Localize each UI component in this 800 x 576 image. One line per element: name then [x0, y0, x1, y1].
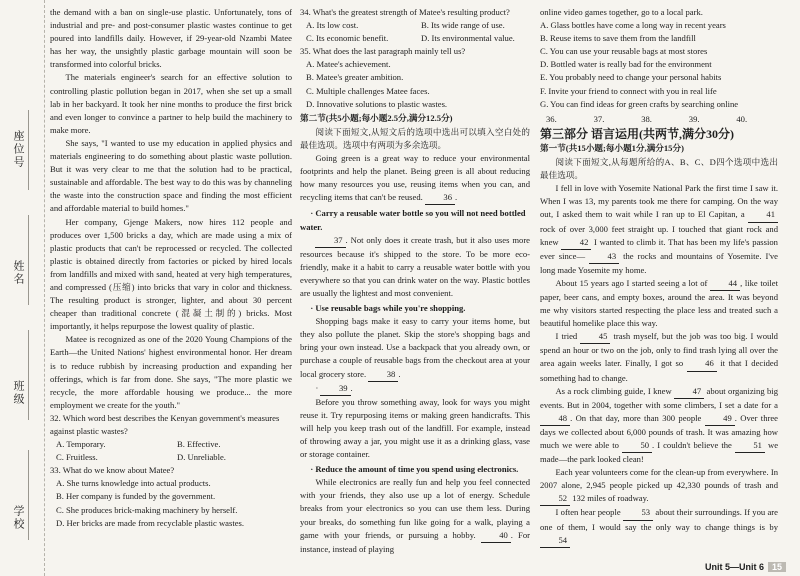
paragraph: [540, 182, 778, 277]
option: G. You can find ideas for green crafts by searching online: [540, 98, 739, 109]
text: 132 miles of roadway.: [572, 493, 649, 504]
margin-line: [28, 110, 29, 190]
option: F. Invite your friend to connect with you in real life: [540, 85, 717, 96]
tip-heading: · Use reusable bags while you're shopping.: [310, 303, 466, 314]
section-1-heading: 第一节(共15小题;每小题1分,满分15分): [540, 142, 684, 153]
paragraph: 37 . Not only does it create trash, but it also uses more resources because it's shipped to the store. To be more eco-friendly, make it a habit to carry a reusable water bottle with you everywhere so that you can drink water on the way. Plastic bottles are usually the lightest and most convenient.: [300, 234, 530, 298]
text: Going green is a great way to reduce your environmental footprints and help the planet. Being green is all about reducing how many resources you use, reusing items when you can, and recycling items that can't be reused.: [300, 153, 530, 203]
instructions: 阅读下面短文,从短文后的选项中选出可以填入空白处的最佳选项。选项中有两项为多余选项。: [300, 126, 530, 150]
q32-options-row: [50, 438, 292, 451]
blank-46: 46: [687, 357, 717, 371]
text: trash myself, but the job was too big. I would spend an hour or two on the job, only to find trash lying all over the area again weeks later. Finally, I got so: [540, 331, 778, 369]
tip-heading: · Reduce the amount of time you spend using electronics.: [310, 464, 519, 475]
option: C. She produces brick-making machinery by herself.: [56, 504, 238, 515]
blank-38: 38: [368, 368, 398, 382]
blank-41: 41: [748, 208, 778, 222]
paragraph: [540, 330, 778, 384]
blank-43: 43: [589, 250, 619, 264]
blank-47: 47: [674, 385, 704, 399]
question-32: 32. Which word best describes the Kenyan government's measures against plastic wastes?: [50, 412, 280, 436]
paragraph: the demand with a ban on single-use plastic. Unfortunately, tons of industrial and pre- and post-consumer plastic wastes continue to get poured into landfills daily. However, if 29-year-old Nzambi Matee has her way, the unsightly plastic garbage mountain will soon be transformed into colorful bricks.: [50, 7, 292, 70]
paragraph: [300, 476, 530, 554]
page-footer: [705, 562, 786, 572]
school-label: 学校: [12, 505, 24, 531]
option: C. Fruitless.: [56, 452, 98, 463]
margin-line: [28, 215, 29, 305]
name-label: 姓名: [12, 260, 24, 286]
paragraph: Going green is a great way to reduce your environmental footprints and help the planet. Being green is all about reducing how many resources you use, reusing items when you can, and recycling items that can't be reused. 36 .: [300, 152, 530, 205]
option: B. Effective.: [177, 439, 221, 450]
paragraph: Matee is recognized as one of the 2020 Young Champions of the Earth—the United Nations' highest environmental honor. Her dream is to reduce rubbish by increasing production and expanding her offerings, which is far from done. She says, "The more plastic we recycle, the more affordable housing we produce... the more employment we create for the youth.": [50, 334, 292, 410]
option: B. Her company is funded by the government.: [56, 491, 216, 502]
column-3: [540, 6, 778, 554]
blank-50: 50: [622, 439, 652, 453]
blank-42: 42: [561, 236, 591, 250]
blank-37: 37: [315, 234, 345, 248]
answer-blank[interactable]: 40.: [736, 113, 748, 124]
text: . On that day, more than 300 people: [570, 412, 702, 423]
blank-44: 44: [710, 277, 740, 291]
option: A. Its low cost.: [306, 20, 359, 31]
text: Each year volunteers come for the clean-up from everywhere. In 2007 alone, 2,945 people picked up 42,330 pounds of trash and: [540, 467, 778, 491]
option: B. Matee's greater ambition.: [306, 72, 404, 83]
column-1: [50, 6, 292, 554]
text: about organizing big events. But in 2004, together with some climbers, I set a date for a: [540, 385, 778, 410]
binding-margin: [0, 0, 45, 576]
blank-52: 52: [540, 492, 570, 506]
text: we made—the park looked clean!: [540, 440, 778, 465]
text: about their surroundings. If you are one of them, I would say the only way to change things is by: [540, 507, 778, 532]
q34-options-row: [300, 19, 530, 32]
text: I tried: [555, 331, 578, 342]
question-35: 35. What does the last paragraph mainly tell us?: [300, 46, 466, 57]
blank-39: 39: [320, 382, 350, 396]
question-33: 33. What do we know about Matee?: [50, 465, 175, 476]
blank-51: 51: [735, 439, 765, 453]
answer-blank[interactable]: 39.: [688, 113, 700, 124]
blank-54: 54: [540, 534, 570, 548]
page-number: 15: [768, 562, 786, 572]
paragraph: She says, "I wanted to use my education in applied physics and materials engineering to do something about plastic waste pollution. But it was very clear to me that the solution had to be practical, sustainable and affordable. The best way to do this was by channeling the waste into the construction space and finding the most efficient and affordable material to build homes.": [50, 137, 292, 214]
option: A. Temporary.: [56, 439, 106, 450]
text: the rocks and mountains of Yosemite. I've long made Yosemite my home.: [540, 250, 778, 275]
text: Shopping bags make it easy to carry your items home, but they also pollute the planet. Skip the store's shopping bags and bring your own instead. Use a backpack that you already own, or purchase a couple of reusable bags from the checkout area at your local grocery store.: [300, 316, 530, 379]
answer-blank[interactable]: 36.: [546, 113, 557, 124]
blank-53: 53: [623, 506, 653, 520]
answer-blank[interactable]: 38.: [641, 113, 652, 124]
seat-number-label: 座位号: [12, 130, 24, 169]
blank-45: 45: [580, 330, 610, 344]
option: D. Unreliable.: [177, 452, 226, 463]
answer-blanks: [540, 113, 778, 126]
option: E. You probably need to change your personal habits: [540, 72, 722, 83]
text: About 15 years ago I started seeing a lot of: [555, 277, 708, 288]
tip-heading: · Carry a reusable water bottle so you will not need bottled water.: [300, 208, 526, 232]
paragraph: Before you throw something away, look for ways you might reuse it. Try repurposing items or making green handicrafts. This will help you keep trash out of the landfill. For example, instead of throwing away a jar, you might use it as a drinking glass, vase or storage container.: [300, 396, 530, 460]
option: D. Bottled water is really bad for the environment: [540, 59, 712, 70]
text: I fell in love with Yosemite National Park the first time I saw it. When I was 13, my parents took me there for camping. On the way out, I asked them to wait while I ran up to El Capitan, a: [540, 183, 778, 220]
answer-blank[interactable]: 37.: [593, 113, 605, 124]
q34-options-row: [300, 32, 530, 45]
q32-options-row: [50, 451, 292, 464]
paragraph: Shopping bags make it easy to carry your items home, but they also pollute the planet. Skip the store's shopping bags and bring your own instead. Use a backpack that you already own, or purchase a couple of reusable bags from the checkout area at your local grocery store. 38 .: [300, 315, 530, 381]
paragraph: [540, 506, 778, 547]
blank-48: 48: [540, 412, 570, 426]
text: As a rock climbing guide, I knew: [555, 385, 672, 396]
paragraph: The materials engineer's search for an effective solution to controlling plastic pollution began in 2017, when she set up a small lab in her backyard. It took her nine months to produce the first brick and even longer to convince a partner to help build the machinery to make more.: [50, 72, 292, 135]
margin-line: [28, 330, 29, 420]
text: Not only does it create trash, but it also uses more resources because it's shipped to the store. To be more eco-friendly, make it a habit to carry a reusable water bottle with you everywhere so that you can drink water on the way. Plastic bottles are usually the lightest and most convenient.: [300, 234, 530, 298]
option: A. Glass bottles have come a long way in recent years: [540, 20, 726, 31]
option: B. Reuse items to save them from the landfill: [540, 33, 696, 44]
text: . For instance, instead of playing: [300, 529, 530, 554]
option: A. Matee's achievement.: [306, 59, 391, 70]
paragraph: [540, 385, 778, 467]
text: While electronics are really fun and help you feel connected with your friends, they also use up a lot of energy. Schedule breaks from your electronics so you can use them less. During your breaks, do something fun like going for a walk, playing a game with your friends, or pursuing a hobby.: [300, 477, 530, 540]
paragraph: Her company, Gjenge Makers, now hires 112 people and produces over 1,500 bricks a day, which are made using a mix of plastic products that can't be reprocessed or recycled. The collected plastic is obtained directly from factories or picked by hired locals from landfills and mixed with sand, heated at very high temperatures, and compressed (压缩) into bricks that vary in color and thickness. The resulting product is stronger, lighter, and about 30 percent cheaper than traditional concrete (混凝土制的) bricks. Most importantly, it helps repurpose the lowest quality of plastic.: [50, 216, 292, 332]
class-label: 班级: [12, 380, 24, 406]
column-2: [300, 6, 530, 554]
paragraph: [540, 466, 778, 506]
unit-label: Unit 5—Unit 6: [704, 562, 764, 572]
blank-36: 36: [425, 191, 455, 205]
part-3-heading: 第三部分 语言运用(共两节,满分30分): [540, 126, 734, 141]
option: C. Its economic benefit.: [306, 33, 389, 44]
option: B. Its wide range of use.: [421, 20, 505, 31]
option: D. Innovative solutions to plastic wastes.: [306, 98, 448, 109]
section-2-heading: 第二节(共5小题;每小题2.5分,满分12.5分): [300, 112, 453, 123]
text: online video games together, go to a local park.: [540, 7, 703, 17]
option: A. She turns knowledge into actual products.: [56, 478, 211, 489]
text: . I couldn't believe the: [652, 440, 732, 450]
blank-40: 40: [481, 529, 511, 543]
instructions: 阅读下面短文,从每题所给的A、B、C、D四个选项中选出最佳选项。: [540, 157, 778, 181]
option: C. Multiple challenges Matee faces.: [306, 85, 430, 96]
text: I wanted to climb it. That has been my life's passion ever since—: [540, 236, 778, 261]
text: I often hear people: [555, 507, 621, 518]
text: , like toilet paper, beer cans, and empty boxes, around the area. It was beyond me why visitors started respecting the place less and treated such a beautiful homelike place this way.: [540, 277, 778, 329]
margin-line: [28, 450, 29, 540]
text: . Over three days we collected about 6,000 pounds of trash. It was amazing how much we were able to: [540, 412, 778, 450]
option: C. You can use your reusable bags at most stores: [540, 46, 708, 57]
text: rock of over 3,000 feet straight up. I touched that giant rock and knew: [540, 223, 778, 247]
question-34: 34. What's the greatest strength of Matee's resulting product?: [300, 7, 510, 17]
option: D. Her bricks are made from recyclable plastic wastes.: [56, 517, 245, 528]
blank-49: 49: [705, 412, 735, 426]
paragraph: · 39 .: [300, 382, 530, 396]
paragraph: [540, 277, 778, 330]
option: D. Its environmental value.: [421, 33, 515, 44]
text: it that I decided something had to change.: [540, 358, 778, 383]
